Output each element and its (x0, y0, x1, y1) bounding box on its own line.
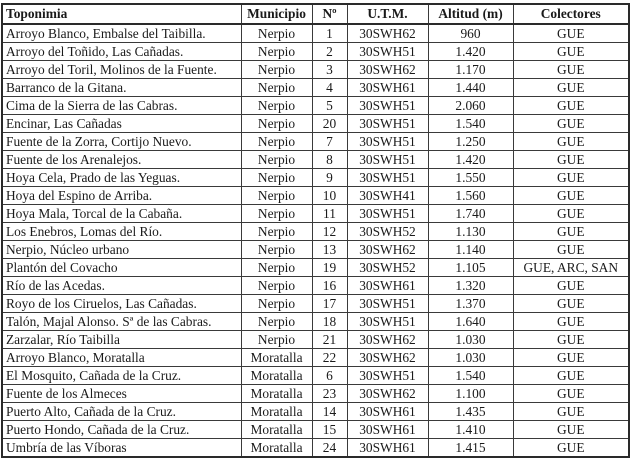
cell-colectores: GUE (513, 385, 629, 403)
table-row (2, 223, 629, 241)
cell-numero: 23 (312, 385, 347, 403)
table-row (2, 259, 629, 277)
table-row (2, 151, 629, 169)
cell-altitud: 1.420 (428, 151, 513, 169)
table-body (2, 24, 629, 457)
cell-toponimia: Fuente de la Zorra, Cortijo Nuevo. (2, 133, 241, 151)
cell-toponimia: El Mosquito, Cañada de la Cruz. (2, 367, 241, 385)
cell-municipio: Nerpio (241, 259, 312, 277)
cell-numero: 12 (312, 223, 347, 241)
cell-municipio: Nerpio (241, 61, 312, 79)
cell-utm: 30SWH51 (347, 97, 428, 115)
cell-toponimia: Zarzalar, Río Taibilla (2, 331, 241, 349)
cell-numero: 15 (312, 421, 347, 439)
cell-numero: 16 (312, 277, 347, 295)
cell-municipio: Nerpio (241, 115, 312, 133)
cell-colectores: GUE (513, 223, 629, 241)
cell-toponimia: Hoya Mala, Torcal de la Cabaña. (2, 205, 241, 223)
cell-toponimia: Hoya del Espino de Arriba. (2, 187, 241, 205)
cell-toponimia: Hoya Cela, Prado de las Yeguas. (2, 169, 241, 187)
cell-altitud: 1.540 (428, 367, 513, 385)
cell-toponimia: Arroyo Blanco, Moratalla (2, 349, 241, 367)
cell-altitud: 1.030 (428, 349, 513, 367)
cell-altitud: 1.550 (428, 169, 513, 187)
cell-numero: 10 (312, 187, 347, 205)
cell-altitud: 1.170 (428, 61, 513, 79)
cell-numero: 7 (312, 133, 347, 151)
cell-altitud: 1.130 (428, 223, 513, 241)
cell-municipio: Nerpio (241, 187, 312, 205)
cell-utm: 30SWH61 (347, 277, 428, 295)
cell-toponimia: Talón, Majal Alonso. Sª de las Cabras. (2, 313, 241, 331)
cell-municipio: Nerpio (241, 277, 312, 295)
cell-colectores: GUE (513, 79, 629, 97)
cell-altitud: 1.640 (428, 313, 513, 331)
cell-utm: 30SWH61 (347, 439, 428, 458)
cell-toponimia: Los Enebros, Lomas del Río. (2, 223, 241, 241)
header-utm: U.T.M. (347, 4, 428, 24)
cell-altitud: 1.740 (428, 205, 513, 223)
cell-numero: 9 (312, 169, 347, 187)
cell-altitud: 2.060 (428, 97, 513, 115)
table-row (2, 24, 629, 43)
cell-altitud: 1.420 (428, 43, 513, 61)
cell-colectores: GUE (513, 187, 629, 205)
cell-municipio: Nerpio (241, 241, 312, 259)
cell-toponimia: Fuente de los Arenalejos. (2, 151, 241, 169)
cell-toponimia: Arroyo Blanco, Embalse del Taibilla. (2, 24, 241, 43)
cell-utm: 30SWH51 (347, 133, 428, 151)
cell-municipio: Moratalla (241, 403, 312, 421)
cell-numero: 17 (312, 295, 347, 313)
cell-numero: 18 (312, 313, 347, 331)
cell-municipio: Nerpio (241, 169, 312, 187)
cell-altitud: 1.435 (428, 403, 513, 421)
cell-municipio: Nerpio (241, 43, 312, 61)
table-row (2, 97, 629, 115)
cell-colectores: GUE (513, 97, 629, 115)
cell-utm: 30SWH62 (347, 61, 428, 79)
cell-colectores: GUE (513, 241, 629, 259)
cell-colectores: GUE (513, 61, 629, 79)
table-row (2, 241, 629, 259)
cell-colectores: GUE (513, 331, 629, 349)
cell-utm: 30SWH52 (347, 223, 428, 241)
cell-toponimia: Barranco de la Gitana. (2, 79, 241, 97)
cell-toponimia: Royo de los Ciruelos, Las Cañadas. (2, 295, 241, 313)
header-altitud: Altitud (m) (428, 4, 513, 24)
cell-altitud: 1.100 (428, 385, 513, 403)
cell-altitud: 1.320 (428, 277, 513, 295)
cell-municipio: Moratalla (241, 421, 312, 439)
cell-municipio: Nerpio (241, 313, 312, 331)
cell-toponimia: Arroyo del Toril, Molinos de la Fuente. (2, 61, 241, 79)
cell-altitud: 1.370 (428, 295, 513, 313)
table-row (2, 169, 629, 187)
cell-municipio: Moratalla (241, 385, 312, 403)
table-row (2, 421, 629, 439)
cell-municipio: Nerpio (241, 295, 312, 313)
header-colectores: Colectores (513, 4, 629, 24)
table-row (2, 385, 629, 403)
cell-utm: 30SWH62 (347, 331, 428, 349)
cell-altitud: 1.415 (428, 439, 513, 458)
cell-colectores: GUE (513, 439, 629, 458)
cell-colectores: GUE (513, 313, 629, 331)
header-toponimia: Toponimia (2, 4, 241, 24)
header-municipio: Municipio (241, 4, 312, 24)
table-row (2, 295, 629, 313)
cell-colectores: GUE (513, 169, 629, 187)
localities-table-container (1, 3, 628, 458)
cell-colectores: GUE (513, 277, 629, 295)
cell-utm: 30SWH51 (347, 169, 428, 187)
cell-utm: 30SWH62 (347, 349, 428, 367)
cell-altitud: 1.250 (428, 133, 513, 151)
cell-colectores: GUE (513, 151, 629, 169)
cell-municipio: Nerpio (241, 24, 312, 43)
cell-utm: 30SWH51 (347, 313, 428, 331)
cell-municipio: Nerpio (241, 97, 312, 115)
cell-altitud: 1.410 (428, 421, 513, 439)
cell-toponimia: Nerpio, Núcleo urbano (2, 241, 241, 259)
localities-table (1, 3, 630, 458)
cell-numero: 21 (312, 331, 347, 349)
cell-colectores: GUE (513, 24, 629, 43)
cell-toponimia: Umbría de las Víboras (2, 439, 241, 458)
cell-toponimia: Río de las Acedas. (2, 277, 241, 295)
cell-utm: 30SWH61 (347, 403, 428, 421)
cell-numero: 13 (312, 241, 347, 259)
cell-utm: 30SWH62 (347, 24, 428, 43)
cell-numero: 4 (312, 79, 347, 97)
cell-altitud: 1.440 (428, 79, 513, 97)
cell-colectores: GUE (513, 205, 629, 223)
cell-numero: 11 (312, 205, 347, 223)
table-row (2, 367, 629, 385)
cell-numero: 5 (312, 97, 347, 115)
cell-municipio: Nerpio (241, 151, 312, 169)
cell-utm: 30SWH62 (347, 241, 428, 259)
cell-altitud: 1.560 (428, 187, 513, 205)
cell-colectores: GUE (513, 43, 629, 61)
cell-numero: 1 (312, 24, 347, 43)
table-row (2, 403, 629, 421)
cell-colectores: GUE (513, 349, 629, 367)
cell-municipio: Moratalla (241, 349, 312, 367)
cell-utm: 30SWH51 (347, 115, 428, 133)
cell-numero: 6 (312, 367, 347, 385)
cell-municipio: Nerpio (241, 133, 312, 151)
cell-colectores: GUE (513, 403, 629, 421)
cell-colectores: GUE (513, 295, 629, 313)
table-row (2, 439, 629, 458)
cell-numero: 24 (312, 439, 347, 458)
cell-colectores: GUE (513, 133, 629, 151)
cell-municipio: Nerpio (241, 205, 312, 223)
cell-utm: 30SWH62 (347, 385, 428, 403)
cell-utm: 30SWH51 (347, 367, 428, 385)
cell-toponimia: Puerto Hondo, Cañada de la Cruz. (2, 421, 241, 439)
cell-altitud: 1.105 (428, 259, 513, 277)
table-row (2, 277, 629, 295)
table-row (2, 133, 629, 151)
table-row (2, 115, 629, 133)
cell-municipio: Nerpio (241, 331, 312, 349)
cell-municipio: Nerpio (241, 79, 312, 97)
cell-toponimia: Cima de la Sierra de las Cabras. (2, 97, 241, 115)
cell-utm: 30SWH51 (347, 205, 428, 223)
cell-municipio: Nerpio (241, 223, 312, 241)
cell-colectores: GUE (513, 115, 629, 133)
cell-colectores: GUE (513, 367, 629, 385)
cell-utm: 30SWH51 (347, 43, 428, 61)
cell-toponimia: Encinar, Las Cañadas (2, 115, 241, 133)
cell-toponimia: Plantón del Covacho (2, 259, 241, 277)
table-row (2, 61, 629, 79)
cell-utm: 30SWH52 (347, 259, 428, 277)
cell-utm: 30SWH41 (347, 187, 428, 205)
cell-toponimia: Arroyo del Toñido, Las Cañadas. (2, 43, 241, 61)
cell-numero: 2 (312, 43, 347, 61)
cell-numero: 19 (312, 259, 347, 277)
cell-numero: 3 (312, 61, 347, 79)
cell-altitud: 1.540 (428, 115, 513, 133)
header-row (2, 4, 629, 24)
table-header (2, 4, 629, 24)
table-row (2, 205, 629, 223)
cell-colectores: GUE, ARC, SAN (513, 259, 629, 277)
table-row (2, 349, 629, 367)
cell-numero: 22 (312, 349, 347, 367)
header-numero: Nº (312, 4, 347, 24)
table-row (2, 79, 629, 97)
cell-toponimia: Puerto Alto, Cañada de la Cruz. (2, 403, 241, 421)
cell-numero: 20 (312, 115, 347, 133)
table-row (2, 43, 629, 61)
cell-utm: 30SWH51 (347, 151, 428, 169)
cell-utm: 30SWH51 (347, 295, 428, 313)
cell-toponimia: Fuente de los Almeces (2, 385, 241, 403)
cell-municipio: Moratalla (241, 439, 312, 458)
table-row (2, 331, 629, 349)
cell-altitud: 1.140 (428, 241, 513, 259)
cell-municipio: Moratalla (241, 367, 312, 385)
table-row (2, 187, 629, 205)
cell-utm: 30SWH61 (347, 79, 428, 97)
cell-colectores: GUE (513, 421, 629, 439)
cell-numero: 14 (312, 403, 347, 421)
table-row (2, 313, 629, 331)
cell-altitud: 960 (428, 24, 513, 43)
cell-altitud: 1.030 (428, 331, 513, 349)
cell-utm: 30SWH61 (347, 421, 428, 439)
cell-numero: 8 (312, 151, 347, 169)
